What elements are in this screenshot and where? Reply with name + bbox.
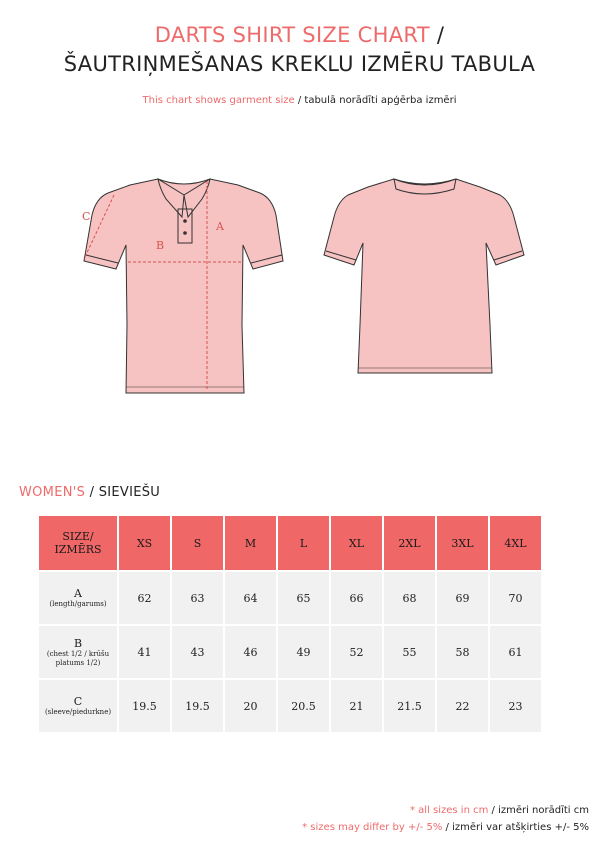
measure-label-c: C [82, 210, 91, 223]
subtitle-english: This chart shows garment size [142, 95, 295, 106]
size-table [37, 514, 543, 734]
table-row [39, 572, 541, 624]
table-cell: 68 [384, 572, 435, 624]
footnote-units [302, 802, 589, 819]
row-label [39, 626, 117, 678]
title-line-1 [0, 22, 599, 49]
table-cell: 52 [331, 626, 382, 678]
row-label-sub: (length/garums) [49, 600, 107, 608]
table-cell: 64 [225, 572, 276, 624]
measure-label-b: B [156, 239, 165, 252]
shirt-button-1 [183, 219, 187, 223]
shirt-front-body [84, 179, 283, 393]
title-english: DARTS SHIRT SIZE CHART [154, 23, 430, 47]
footnote-separator: / [442, 822, 453, 833]
header-label-line-1: SIZE/ [62, 530, 94, 543]
shirt-back-illustration [318, 165, 538, 400]
header-size: 2XL [384, 516, 435, 570]
row-label-main: A [74, 587, 82, 600]
table-cell: 22 [437, 680, 488, 732]
table-cell: 61 [490, 626, 541, 678]
table-cell: 20.5 [278, 680, 329, 732]
header-size: L [278, 516, 329, 570]
title-line-2: ŠAUTRIŅMEŠANAS KREKLU IZMĒRU TABULA [63, 52, 536, 76]
header-size: M [225, 516, 276, 570]
subtitle [0, 95, 599, 106]
header-size: 4XL [490, 516, 541, 570]
footnote-tolerance-english: * sizes may differ by +/- 5% [302, 822, 443, 833]
table-cell: 66 [331, 572, 382, 624]
footnotes [302, 802, 589, 836]
table-cell: 70 [490, 572, 541, 624]
row-label [39, 572, 117, 624]
shirt-front-illustration [70, 165, 290, 400]
subtitle-latvian: tabulā norādīti apģērba izmēri [304, 95, 457, 106]
table-cell: 49 [278, 626, 329, 678]
row-label-main: B [73, 636, 83, 650]
table-cell: 21 [331, 680, 382, 732]
footnote-tolerance [302, 819, 589, 836]
table-row [39, 680, 541, 732]
section-latvian: SIEVIEŠU [98, 485, 161, 500]
footnote-units-english: * all sizes in cm [409, 805, 489, 816]
row-label-sub: (sleeve/piedurkne) [44, 708, 112, 716]
section-separator: / [85, 485, 99, 500]
footnote-separator: / [488, 805, 499, 816]
header-size: XL [331, 516, 382, 570]
shirt-button-2 [183, 231, 187, 235]
table-cell: 63 [172, 572, 223, 624]
table-cell: 55 [384, 626, 435, 678]
table-cell: 41 [119, 626, 170, 678]
table-cell: 20 [225, 680, 276, 732]
table-cell: 46 [225, 626, 276, 678]
measure-label-a: A [216, 220, 224, 233]
title-separator: / [429, 23, 445, 47]
section-heading-womens [19, 485, 160, 500]
header-size: 3XL [437, 516, 488, 570]
footnote-tolerance-latvian: izmēri var atšķirties +/- 5% [452, 822, 589, 833]
table-row [39, 626, 541, 678]
table-cell: 19.5 [119, 680, 170, 732]
table-cell: 62 [119, 572, 170, 624]
header-size-label [39, 516, 117, 570]
header-size: XS [119, 516, 170, 570]
table-cell: 58 [437, 626, 488, 678]
table-cell: 65 [278, 572, 329, 624]
page-title [0, 22, 599, 78]
row-label-main: C [73, 695, 83, 708]
table-cell: 43 [172, 626, 223, 678]
header-size: S [172, 516, 223, 570]
table-cell: 69 [437, 572, 488, 624]
table-cell: 21.5 [384, 680, 435, 732]
footnote-units-latvian: izmēri norādīti cm [498, 805, 589, 816]
shirt-back-body [324, 179, 524, 373]
row-label [39, 680, 117, 732]
header-label-line-2: IZMĒRS [54, 543, 102, 556]
section-english: WOMEN'S [19, 485, 86, 500]
table-cell: 19.5 [172, 680, 223, 732]
row-label-sub: (chest 1/2 / krūšu platums 1/2) [46, 649, 110, 667]
subtitle-separator: / [294, 95, 305, 106]
size-table-header [39, 516, 541, 570]
table-cell: 23 [490, 680, 541, 732]
